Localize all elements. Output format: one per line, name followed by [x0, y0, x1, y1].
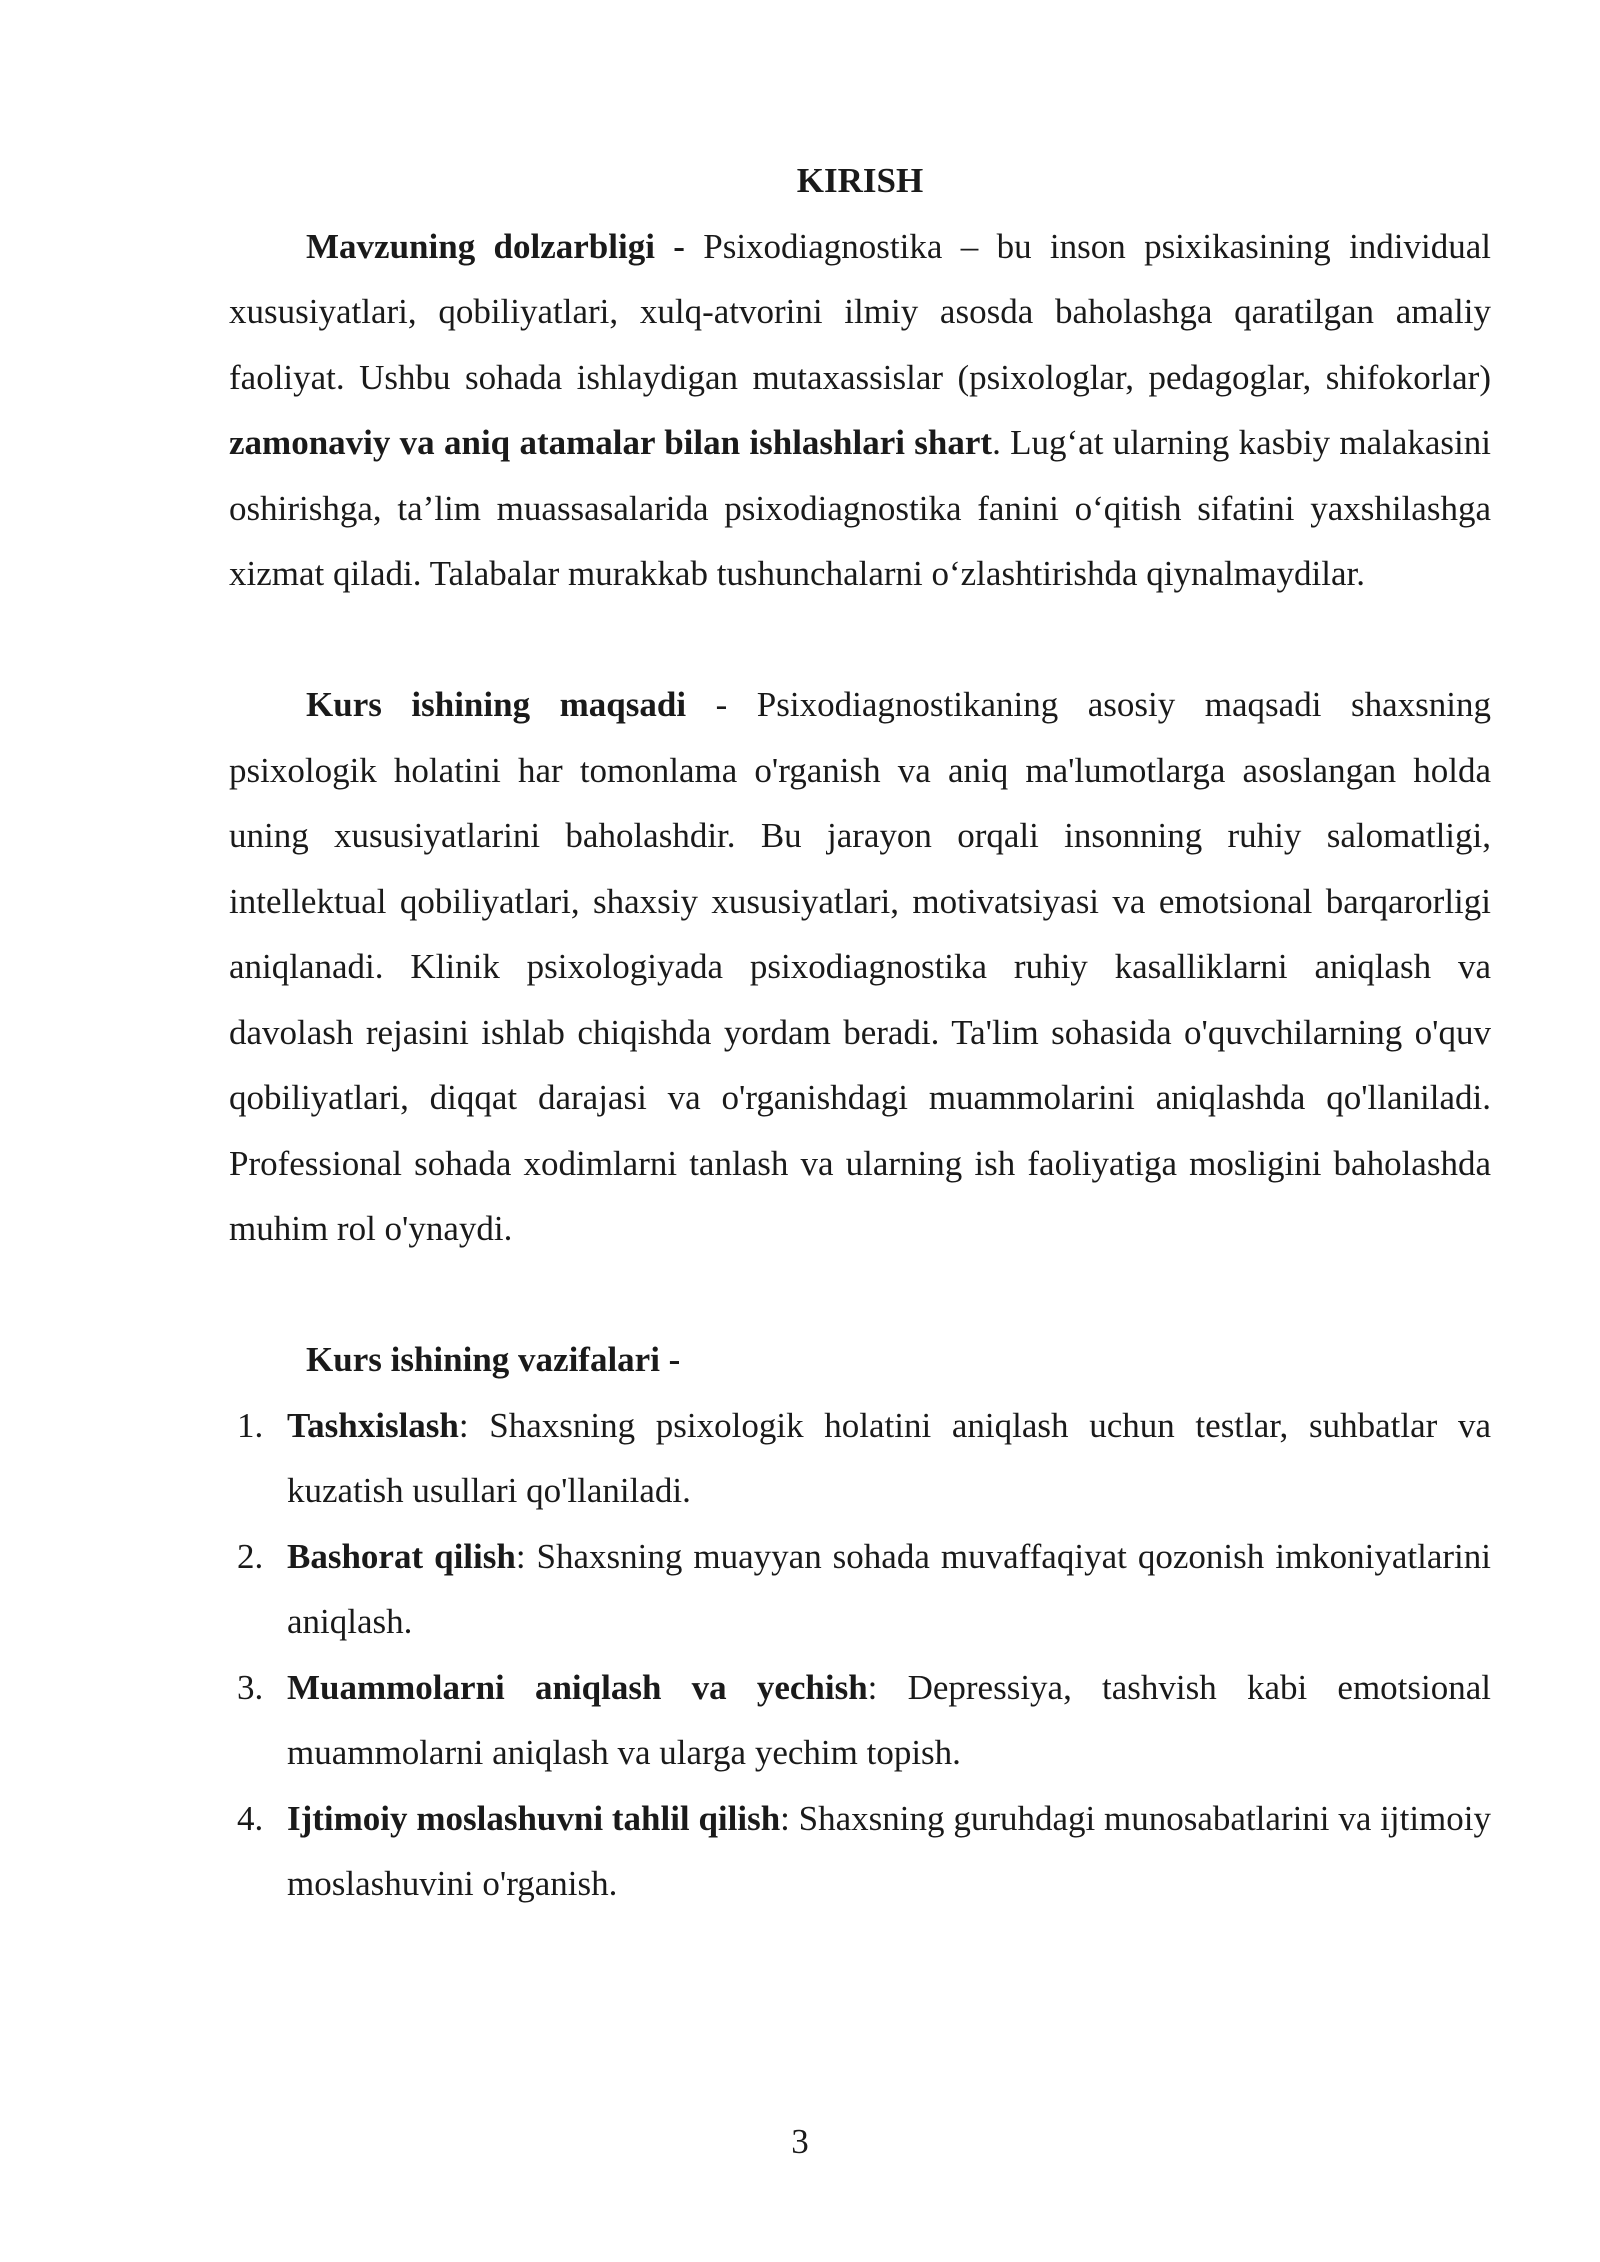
tasks-list — [229, 1393, 1491, 1917]
list-item-text: : Shaxsning muayyan sohada muvaffaqiyat qozonish imkoniyatlarini aniqlash. — [287, 1536, 1491, 1641]
list-item-term: Tashxislash — [287, 1405, 459, 1445]
relevance-bold-phrase: zamonaviy va aniq atamalar bilan ishlashlari shart — [229, 423, 993, 462]
list-item-number: 1. — [237, 1405, 264, 1445]
spacer — [229, 1262, 1491, 1328]
relevance-paragraph — [229, 214, 1491, 607]
spacer — [229, 607, 1491, 673]
tasks-heading: Kurs ishining vazifalari - — [306, 1340, 681, 1379]
list-item-text: : Shaxsning psixologik holatini aniqlash uchun testlar, suhbatlar va kuzatish usullari qo'llaniladi. — [287, 1405, 1491, 1510]
list-item-term: Bashorat qilish — [287, 1536, 516, 1576]
list-item-number: 2. — [237, 1536, 264, 1576]
page-title: KIRISH — [796, 161, 924, 200]
list-item — [229, 1393, 1491, 1524]
relevance-text-1: Psixodiagnostika – bu inson psixikasining individual xususiyatlari, qobiliyatlari, xulq-atvorini ilmiy asosda baholashga qaratilgan amaliy faoliyat. Ushbu sohada ishlaydigan mutaxassislar (psixologlar, pedagoglar, shifokorlar) — [229, 226, 1491, 397]
list-item — [229, 1524, 1491, 1655]
list-item-term: Ijtimoiy moslashuvni tahlil qilish — [287, 1798, 781, 1838]
goal-lead: Kurs ishining maqsadi — [306, 685, 687, 724]
list-item-term: Muammolarni aniqlash va yechish — [287, 1667, 868, 1707]
list-item-text: : Depressiya, tashvish kabi emotsional muammolarni aniqlash va ularga yechim topish. — [287, 1667, 1492, 1772]
goal-text: - Psixodiagnostikaning asosiy maqsadi shaxsning psixologik holatini har tomonlama o'rganish va aniq ma'lumotlarga asoslangan holda uning xususiyatlarini baholashdir. Bu jarayon orqali insonning ruhiy salomatligi, intellektual qobiliyatlari, shaxsiy xususiyatlari, motivatsiyasi va emotsional barqarorligi aniqlanadi. Klinik psixologiyada psixodiagnostika ruhiy kasalliklarni aniqlash va davolash rejasini ishlab chiqishda yordam beradi. Ta'lim sohasida o'quvchilarning o'quv qobiliyatlari, diqqat darajasi va o'rganishdagi muammolarini aniqlashda qo'llaniladi. Professional sohada xodimlarni tanlash va ularning ish faoliyatiga mosligini baholashda muhim rol o'ynaydi. — [229, 685, 1491, 1248]
goal-paragraph — [229, 672, 1491, 1262]
list-item — [229, 1786, 1491, 1917]
list-item-text: : Shaxsning guruhdagi munosabatlarini va ijtimoiy moslashuvini o'rganish. — [287, 1798, 1491, 1903]
list-item-number: 4. — [237, 1798, 264, 1838]
relevance-text-2: . Lug‘at ularning kasbiy malakasini oshirishga, ta’lim muassasalarida psixodiagnostika fanini o‘qitish sifatini yaxshilashga xizmat qiladi. Talabalar murakkab tushunchalarni o‘zlashtirishda qiynalmaydilar. — [229, 423, 1491, 593]
list-item — [229, 1655, 1491, 1786]
document-page — [229, 148, 1491, 1917]
list-item-number: 3. — [237, 1667, 264, 1707]
page-number: 3 — [791, 2122, 809, 2161]
relevance-lead: Mavzuning dolzarbligi - — [306, 226, 685, 266]
